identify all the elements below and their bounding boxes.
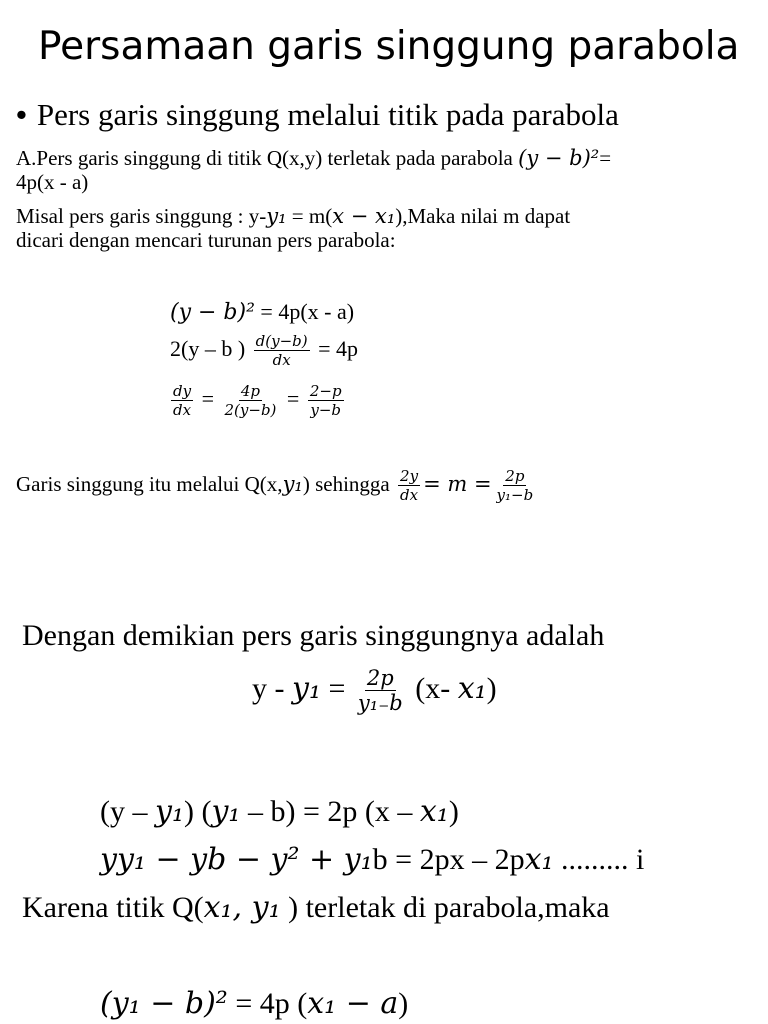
garis-f1-num: 2y xyxy=(400,467,419,485)
karena-p2: ) terletak di parabola,maka xyxy=(280,891,610,924)
expand2-p1: b = 2px – 2p xyxy=(372,843,525,876)
misal-text3: ),Maka nilai m dapat xyxy=(395,204,571,228)
eq3-equals-1: = xyxy=(201,386,214,412)
garis-f2-den: y₁−b xyxy=(496,486,534,505)
expand-line-1 xyxy=(100,794,459,830)
misal-text1: Misal pers garis singgung : y- xyxy=(16,204,267,228)
paragraph-misal xyxy=(16,204,570,252)
para-a-line2: 4p(x - a) xyxy=(16,170,89,194)
final-left: (y₁ − b)² xyxy=(100,986,228,1021)
eq3-fraction-2 xyxy=(223,383,279,419)
garis-text1: Garis singgung itu melalui Q(x, xyxy=(16,471,283,496)
karena-line xyxy=(22,890,610,926)
karena-p1: Karena titik Q( xyxy=(22,891,204,924)
result-equation xyxy=(252,666,497,716)
result-left: y - xyxy=(252,672,292,706)
misal-expr: x − x₁ xyxy=(332,204,396,228)
final-equation xyxy=(100,986,408,1022)
garis-fraction-1 xyxy=(398,468,420,504)
misal-line2: dicari dengan mencari turunan pers parabola: xyxy=(16,228,396,252)
result-y1: y₁ xyxy=(292,671,321,707)
garis-y1: y₁ xyxy=(282,471,303,496)
derivation-eq2 xyxy=(170,333,358,369)
para-a-expr: (y − b)² xyxy=(518,146,600,170)
eq2-frac-den: dx xyxy=(272,351,291,370)
expand-line-2 xyxy=(100,842,644,878)
para-a-text: A.Pers garis singgung di titik Q(x,y) terletak pada parabola xyxy=(16,146,519,170)
result-fraction xyxy=(356,666,405,716)
garis-f2-num: 2p xyxy=(505,467,525,485)
result-frac-num: 2p xyxy=(366,666,394,690)
expand1-p4: ) xyxy=(448,795,459,828)
bullet-dot: • xyxy=(16,97,27,132)
eq3-f2-den: 2(y−b) xyxy=(224,401,277,420)
eq2-frac-num: d(y−b) xyxy=(255,332,308,350)
garis-fraction-2 xyxy=(495,468,536,504)
para-a-equals: = xyxy=(599,146,612,170)
result-x1: x₁ xyxy=(457,671,487,707)
eq2-right: = 4p xyxy=(312,336,359,362)
eq2-left: 2(y – b ) xyxy=(170,336,251,362)
expand1-p2: ) ( xyxy=(183,795,212,828)
result-frac-den: y₁₋b xyxy=(357,691,403,716)
garis-mid: = m = xyxy=(423,471,492,496)
expand2-x1: x₁ xyxy=(524,842,554,877)
bullet-text: Pers garis singgung melalui titik pada parabola xyxy=(36,97,619,132)
eq1-right: = 4p(x - a) xyxy=(254,299,355,324)
dengan-heading: Dengan demikian pers garis singgungnya adalah xyxy=(22,619,605,652)
expand1-p3: – b) = 2p (x – xyxy=(240,795,420,828)
eq3-fraction-3 xyxy=(308,383,344,419)
garis-text2: ) sehingga xyxy=(302,471,396,496)
result-equals: = xyxy=(320,672,353,706)
garis-f1-den: dx xyxy=(400,486,419,505)
derivation-eq1 xyxy=(170,299,354,326)
expand1-y1a: y₁ xyxy=(155,794,184,829)
result-right1: (x- xyxy=(415,672,458,706)
karena-coords: x₁, y₁ xyxy=(203,890,281,925)
expand2-p2: ......... i xyxy=(553,843,645,876)
eq3-f3-den: y−b xyxy=(310,401,342,420)
misal-y1: y₁ xyxy=(266,204,287,228)
eq3-fraction-1 xyxy=(171,383,193,419)
expand1-y1b: y₁ xyxy=(211,794,241,829)
final-right: x₁ − a xyxy=(307,986,399,1021)
eq3-f2-num: 4p xyxy=(240,382,261,400)
eq1-left: (y − b)² xyxy=(170,300,255,325)
expand1-x1: x₁ xyxy=(419,794,449,829)
misal-text2: = m( xyxy=(286,204,333,228)
expand1-p1: (y – xyxy=(100,795,155,828)
page-title: Persamaan garis singgung parabola xyxy=(38,24,740,69)
expand2-expr: yy₁ − yb − y² + y₁ xyxy=(100,842,373,877)
eq3-f1-den: dx xyxy=(173,401,192,420)
final-p1: = 4p ( xyxy=(227,987,308,1020)
eq3-f1-num: dy xyxy=(173,382,192,400)
eq3-equals-2: = xyxy=(286,386,300,412)
paragraph-a xyxy=(16,146,611,194)
garis-line xyxy=(16,468,538,504)
derivation-eq3 xyxy=(168,383,347,419)
final-p2: ) xyxy=(398,987,409,1020)
eq2-fraction xyxy=(254,333,310,369)
bullet-heading xyxy=(16,95,619,135)
result-right2: ) xyxy=(486,672,497,706)
eq3-f3-num: 2−p xyxy=(309,382,342,400)
